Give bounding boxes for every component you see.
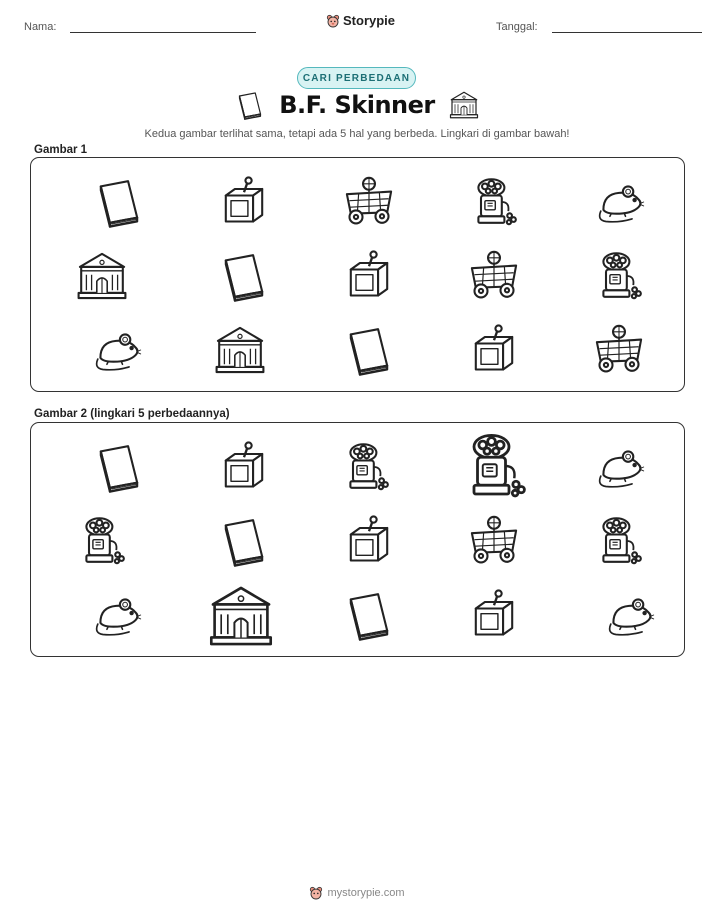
wagon-icon (468, 250, 520, 302)
section-label-1: Gambar 1 (34, 144, 88, 156)
brand-name: Storypie (343, 13, 396, 28)
storypie-logo (326, 13, 395, 28)
gumball-machine-icon (468, 176, 520, 228)
title-row (0, 90, 714, 120)
date-field[interactable] (496, 21, 702, 33)
building-icon (449, 90, 479, 120)
gumball-machine-icon[interactable] (460, 431, 530, 501)
picture-panel-1 (30, 157, 685, 392)
mouse-icon[interactable] (90, 589, 142, 641)
gumball-machine-icon (593, 250, 645, 302)
footer (0, 886, 714, 900)
lever-box-icon[interactable] (343, 515, 395, 567)
mouse-icon (90, 324, 142, 376)
mouse-icon[interactable] (603, 589, 655, 641)
book-icon (93, 176, 145, 228)
wagon-icon (593, 324, 645, 376)
lever-box-icon[interactable] (468, 589, 520, 641)
date-label: Tanggal: (496, 21, 538, 33)
page-title: B.F. Skinner (279, 91, 435, 119)
mascot-icon (309, 886, 323, 900)
book-icon (343, 324, 395, 376)
gumball-machine-icon[interactable] (76, 515, 128, 567)
picture-panel-2[interactable] (30, 422, 685, 657)
lever-box-icon[interactable] (218, 441, 270, 493)
building-icon (76, 250, 128, 302)
building-icon[interactable] (208, 583, 274, 649)
book-icon[interactable] (343, 589, 395, 641)
name-field[interactable] (24, 21, 256, 33)
wagon-icon[interactable] (468, 515, 520, 567)
section-label-2: Gambar 2 (lingkari 5 perbedaannya) (34, 408, 230, 420)
mascot-icon (326, 14, 340, 28)
instruction-text: Kedua gambar terlihat sama, tetapi ada 5 hal yang berbeda. Lingkari di gambar bawah! (144, 128, 570, 140)
book-icon[interactable] (93, 441, 145, 493)
gumball-machine-icon[interactable] (593, 515, 645, 567)
activity-badge: CARI PERBEDAAN (297, 67, 416, 89)
name-line[interactable] (70, 21, 256, 33)
name-label: Nama: (24, 21, 57, 33)
mouse-icon[interactable] (593, 441, 645, 493)
lever-box-icon (218, 176, 270, 228)
lever-box-icon (343, 250, 395, 302)
building-icon (214, 324, 266, 376)
date-line[interactable] (552, 21, 702, 33)
wagon-icon (343, 176, 395, 228)
mouse-icon (593, 176, 645, 228)
lever-box-icon (468, 324, 520, 376)
gumball-machine-icon[interactable] (340, 441, 392, 493)
book-icon (218, 250, 270, 302)
footer-url: mystorypie.com (327, 887, 405, 899)
book-icon (235, 90, 265, 120)
book-icon[interactable] (218, 515, 270, 567)
